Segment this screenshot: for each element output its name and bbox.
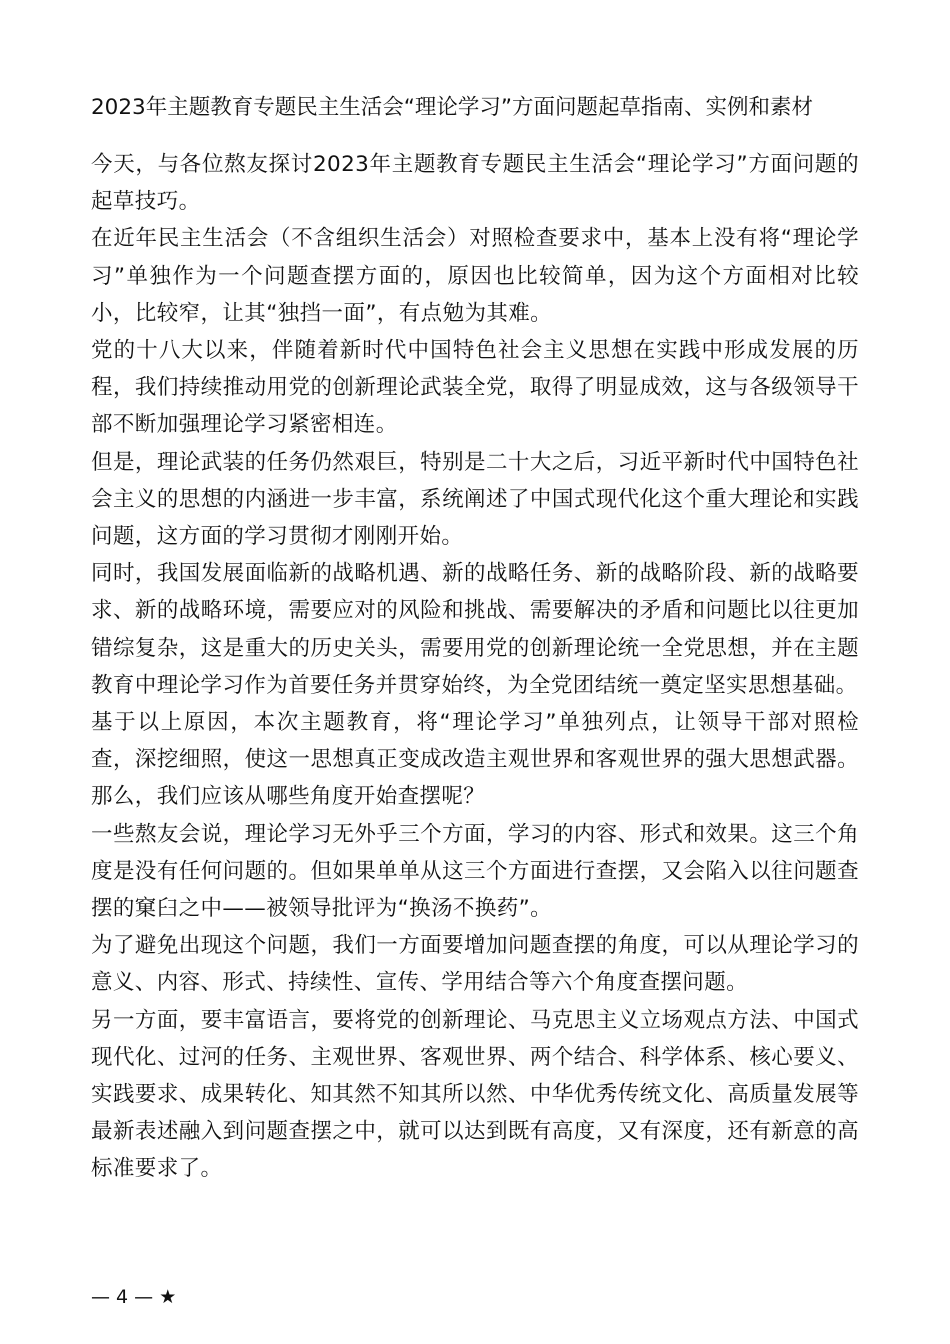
- paragraph: 今天，与各位熬友探讨2023年主题教育专题民主生活会“理论学习”方面问题的起草技巧。: [91, 152, 859, 215]
- paragraph: 为了避免出现这个问题，我们一方面要增加问题查摆的角度，可以从理论学习的意义、内容、形式、持续性、宣传、学用结合等六个角度查摆问题。: [91, 933, 859, 996]
- paragraph: 党的十八大以来，伴随着新时代中国特色社会主义思想在实践中形成发展的历程，我们持续推动用党的创新理论武装全党，取得了明显成效，这与各级领导干部不断加强理论学习紧密相连。: [91, 338, 859, 438]
- document-body: [91, 146, 859, 1188]
- paragraph: 在近年民主生活会（不含组织生活会）对照检查要求中，基本上没有将“理论学习”单独作为一个问题查摆方面的，原因也比较简单，因为这个方面相对比较小，比较窄，让其“独挡一面”，有点勉为其难。: [91, 226, 859, 326]
- paragraph: 基于以上原因，本次主题教育，将“理论学习”单独列点，让领导干部对照检 查，深挖细照，使这一思想真正变成改造主观世界和客观世界的强大思想武器。那么，我们应该从哪些角度开始查摆呢？: [91, 710, 859, 810]
- document-title: 2023年主题教育专题民主生活会“理论学习”方面问题起草指南、实例和素材: [91, 95, 813, 120]
- paragraph: 另一方面，要丰富语言，要将党的创新理论、马克思主义立场观点方法、中国式现代化、过河的任务、主观世界、客观世界、两个结合、科学体系、核心要义、实践要求、成果转化、知其然不知其所以然、中华优秀传统文化、高质量发展等最新表述融入到问题查摆之中，就可以达到既有高度，又有深度，还有新意的高标准要求了。: [91, 1007, 859, 1182]
- paragraph: 同时，我国发展面临新的战略机遇、新的战略任务、新的战略阶段、新的战略要求、新的战略环境，需要应对的风险和挑战、需要解决的矛盾和问题比以往更加错综复杂，这是重大的历史关头，需要用党的创新理论统一全党思想，并在主题教育中理论学习作为首要任务并贯穿始终，为全党团结统一奠定坚实思想基础。: [91, 561, 859, 698]
- page-number-footer: — 4 — ★: [91, 1286, 177, 1308]
- paragraph: 但是，理论武装的任务仍然艰巨，特别是二十大之后，习近平新时代中国特色社会主义的思想的内涵进一步丰富，系统阐述了中国式现代化这个重大理论和实践问题，这方面的学习贯彻才刚刚开始。: [91, 449, 859, 550]
- paragraph: 一些熬友会说，理论学习无外乎三个方面，学习的内容、形式和效果。这三个角度是没有任何问题的。但如果单单从这三个方面进行查摆，又会陷入以往问题查摆的窠臼之中——被领导批评为“换汤不换药”。: [91, 821, 859, 922]
